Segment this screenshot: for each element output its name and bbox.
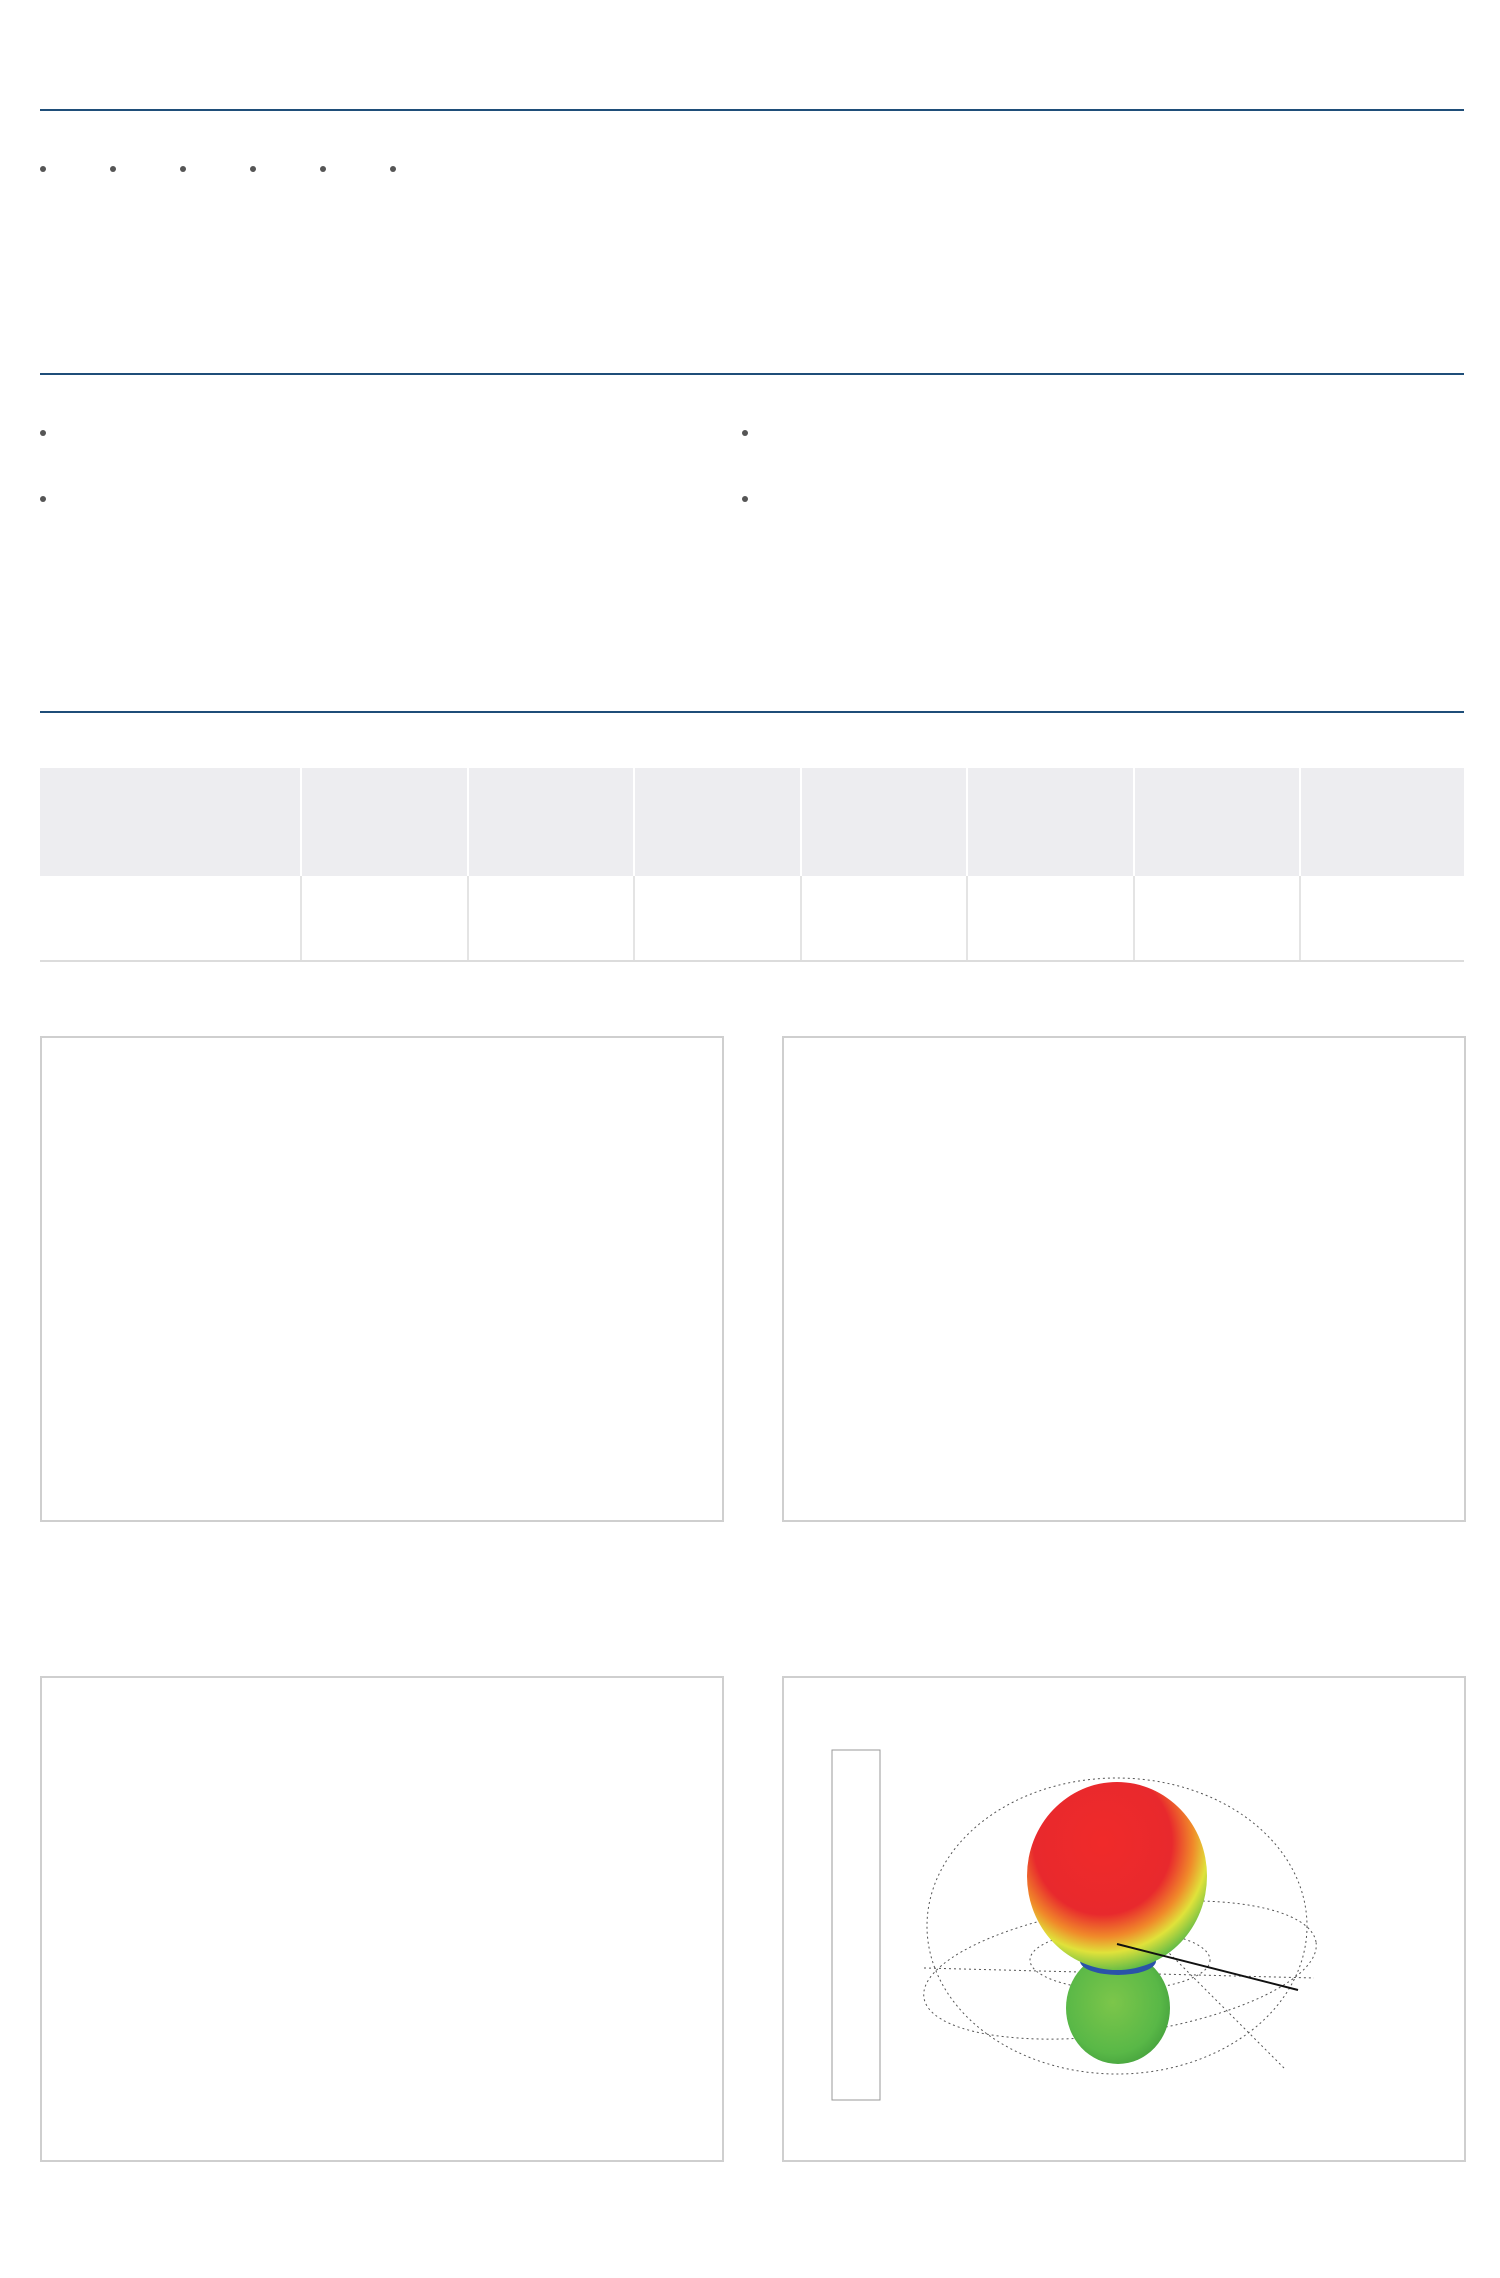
pattern-main-lobe [1027,1782,1207,1970]
bullet-icon [180,166,186,172]
spec-header-row [40,768,1464,876]
radiation-pattern-figure [784,1678,1464,2160]
chart-panel-axial-ratio [40,1676,724,2162]
spec-cell [1134,876,1301,961]
spec-header-impedance [967,768,1134,876]
list-item [180,166,196,172]
spec-header-axial-ratio [1134,768,1301,876]
feature-item [40,496,56,502]
spec-cell [967,876,1134,961]
list-item [390,166,406,172]
application-list [40,166,460,172]
feature-item [40,430,56,436]
spec-header-size [40,768,301,876]
spec-cell [301,876,468,961]
bullet-icon [742,430,748,436]
pattern-panel [782,1676,1466,2162]
list-item [320,166,336,172]
table-row [40,876,1464,961]
list-item [110,166,126,172]
spec-cell [468,876,635,961]
spec-cell [1300,876,1464,961]
bullet-icon [390,166,396,172]
spec-cell [801,876,968,961]
spec-header-gain [634,768,801,876]
color-scale-frame [832,1750,880,2100]
chart-panel-gain [782,1036,1466,1522]
gain-chart [784,1038,1464,1520]
section-divider [40,373,1464,375]
spec-cell [40,876,301,961]
spec-header-polarization [801,768,968,876]
list-item [250,166,266,172]
bullet-icon [40,430,46,436]
section-divider [40,711,1464,713]
spec-table [40,768,1464,962]
feature-item [742,430,758,436]
spec-header-frequency [301,768,468,876]
spec-cell [634,876,801,961]
bullet-icon [110,166,116,172]
axial-ratio-chart [42,1678,722,2160]
spec-header-vswr [1300,768,1464,876]
chart-panel-s11 [40,1036,724,1522]
bullet-icon [40,496,46,502]
s11-chart [42,1038,722,1520]
section-divider [40,109,1464,111]
feature-item [742,496,758,502]
bullet-icon [40,166,46,172]
spec-header-bandwidth [468,768,635,876]
bullet-icon [742,496,748,502]
bullet-icon [250,166,256,172]
bullet-icon [320,166,326,172]
list-item [40,166,56,172]
